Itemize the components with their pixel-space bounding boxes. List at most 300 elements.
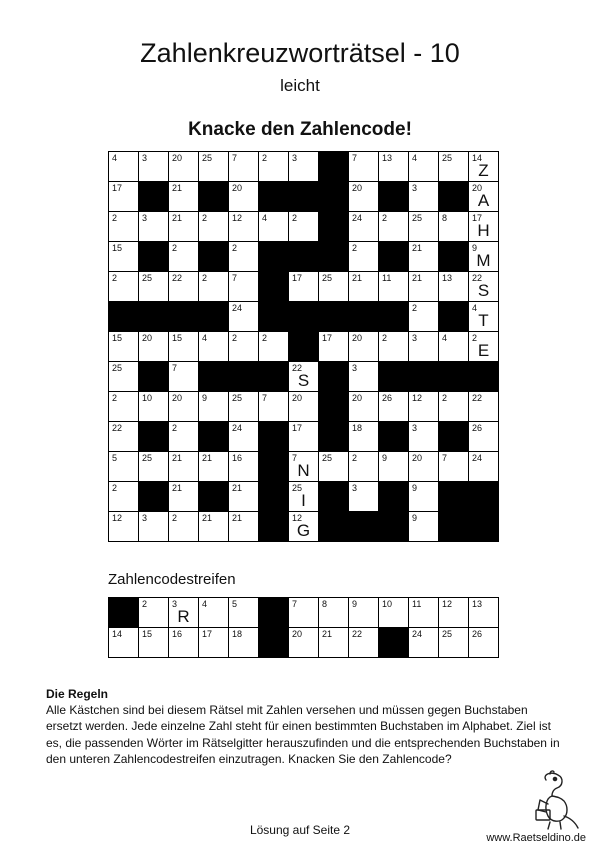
grid-cell[interactable]	[379, 452, 409, 482]
strip-cell[interactable]	[319, 598, 349, 628]
grid-black-cell	[319, 152, 349, 182]
cell-number: 20	[232, 183, 243, 193]
cell-number: 25	[442, 629, 453, 639]
cell-number: 5	[112, 453, 118, 463]
grid-cell[interactable]	[169, 452, 199, 482]
dinosaur-mascot-icon	[528, 770, 580, 832]
grid-cell[interactable]	[139, 152, 169, 182]
grid-black-cell	[469, 512, 499, 542]
grid-cell[interactable]	[409, 482, 439, 512]
grid-cell[interactable]	[409, 212, 439, 242]
grid-cell[interactable]	[379, 212, 409, 242]
grid-black-cell	[289, 332, 319, 362]
cell-number: 2	[352, 453, 358, 463]
cell-number: 26	[472, 423, 483, 433]
grid-cell[interactable]	[439, 272, 469, 302]
grid-black-cell	[469, 482, 499, 512]
cell-number: 2	[172, 243, 178, 253]
grid-black-cell	[199, 422, 229, 452]
cell-number: 25	[412, 213, 423, 223]
grid-cell[interactable]	[289, 422, 319, 452]
grid-black-cell	[139, 482, 169, 512]
grid-black-cell	[139, 422, 169, 452]
cell-number: 15	[172, 333, 183, 343]
cell-number: 24	[232, 303, 243, 313]
grid-black-cell	[379, 242, 409, 272]
grid-black-cell	[259, 182, 289, 212]
cell-number: 20	[292, 629, 303, 639]
cell-number: 17	[322, 333, 333, 343]
grid-cell[interactable]	[199, 272, 229, 302]
grid-black-cell	[259, 512, 289, 542]
cell-number: 21	[232, 513, 243, 523]
grid-cell[interactable]	[289, 212, 319, 242]
grid-cell[interactable]	[379, 332, 409, 362]
grid-cell[interactable]	[319, 332, 349, 362]
grid-cell[interactable]	[229, 452, 259, 482]
cell-number: 2	[142, 599, 148, 609]
website-link[interactable]: www.Raetseldino.de	[486, 832, 586, 844]
strip-cell[interactable]	[469, 598, 499, 628]
strip-cell[interactable]	[349, 628, 379, 658]
cell-number: 2	[112, 273, 118, 283]
grid-cell[interactable]	[169, 182, 199, 212]
rules-title: Die Regeln	[46, 687, 109, 701]
grid-cell[interactable]	[259, 152, 289, 182]
cell-number: 22	[472, 393, 483, 403]
grid-cell[interactable]	[469, 332, 499, 362]
grid-cell[interactable]	[439, 152, 469, 182]
grid-cell[interactable]	[349, 482, 379, 512]
strip-cell[interactable]	[439, 628, 469, 658]
cell-number: 22	[172, 273, 183, 283]
cell-number: 2	[412, 303, 418, 313]
grid-black-cell	[439, 362, 469, 392]
cell-number: 17	[112, 183, 123, 193]
cell-number: 17	[292, 423, 303, 433]
cell-number: 25	[142, 273, 153, 283]
strip-cell[interactable]	[349, 598, 379, 628]
grid-black-cell	[379, 482, 409, 512]
grid-cell[interactable]	[169, 212, 199, 242]
grid-black-cell	[379, 302, 409, 332]
grid-cell[interactable]	[139, 212, 169, 242]
grid-black-cell	[439, 422, 469, 452]
strip-cell[interactable]	[199, 628, 229, 658]
cell-number: 25	[322, 273, 333, 283]
grid-black-cell	[139, 302, 169, 332]
cell-number: 10	[142, 393, 153, 403]
grid-cell[interactable]	[199, 152, 229, 182]
grid-cell[interactable]	[169, 482, 199, 512]
grid-cell[interactable]	[109, 482, 139, 512]
strip-cell[interactable]	[319, 628, 349, 658]
cell-number: 22	[472, 273, 483, 283]
grid-cell[interactable]	[139, 512, 169, 542]
cell-number: 7	[292, 453, 298, 463]
cell-number: 9	[412, 483, 418, 493]
cell-number: 24	[412, 629, 423, 639]
cell-number: 3	[142, 513, 148, 523]
strip-cell[interactable]	[109, 628, 139, 658]
cell-number: 21	[232, 483, 243, 493]
grid-cell[interactable]	[289, 152, 319, 182]
strip-cell[interactable]	[199, 598, 229, 628]
grid-cell[interactable]	[139, 392, 169, 422]
grid-cell[interactable]	[289, 482, 319, 512]
grid-cell[interactable]	[349, 182, 379, 212]
grid-black-cell	[259, 452, 289, 482]
grid-black-cell	[169, 302, 199, 332]
grid-cell[interactable]	[469, 302, 499, 332]
grid-cell[interactable]	[109, 332, 139, 362]
grid-cell[interactable]	[349, 152, 379, 182]
grid-black-cell	[439, 482, 469, 512]
solution-note: Lösung auf Seite 2	[249, 823, 351, 837]
cell-number: 9	[202, 393, 208, 403]
grid-cell[interactable]	[409, 272, 439, 302]
grid-cell[interactable]	[409, 422, 439, 452]
grid-cell[interactable]	[109, 212, 139, 242]
grid-black-cell	[259, 302, 289, 332]
cell-number: 16	[172, 629, 183, 639]
cell-number: 2	[112, 483, 118, 493]
strip-cell[interactable]	[439, 598, 469, 628]
cell-number: 20	[352, 393, 363, 403]
grid-black-cell	[439, 512, 469, 542]
cell-number: 3	[292, 153, 298, 163]
grid-black-cell	[379, 422, 409, 452]
grid-cell[interactable]	[259, 332, 289, 362]
cell-number: 2	[112, 213, 118, 223]
cell-number: 7	[292, 599, 298, 609]
cell-letter: I	[301, 491, 306, 510]
grid-cell[interactable]	[409, 302, 439, 332]
grid-black-cell	[199, 302, 229, 332]
grid-cell[interactable]	[229, 272, 259, 302]
cell-letter: M	[476, 251, 491, 270]
grid-cell[interactable]	[469, 452, 499, 482]
grid-cell[interactable]	[109, 242, 139, 272]
grid-cell[interactable]	[169, 332, 199, 362]
cell-number: 22	[292, 363, 303, 373]
grid-black-cell	[319, 392, 349, 422]
grid-cell[interactable]	[409, 242, 439, 272]
cell-number: 20	[472, 183, 483, 193]
strip-cell[interactable]	[139, 628, 169, 658]
cell-number: 21	[172, 453, 183, 463]
cell-number: 25	[442, 153, 453, 163]
grid-cell[interactable]	[109, 452, 139, 482]
grid-cell[interactable]	[349, 422, 379, 452]
cell-number: 11	[382, 273, 392, 283]
cell-number: 16	[232, 453, 243, 463]
grid-cell[interactable]	[169, 392, 199, 422]
strip-cell[interactable]	[169, 598, 199, 628]
grid-cell[interactable]	[469, 422, 499, 452]
cell-number: 2	[172, 423, 178, 433]
cell-number: 2	[232, 333, 238, 343]
grid-cell[interactable]	[349, 272, 379, 302]
cell-number: 9	[412, 513, 418, 523]
grid-cell[interactable]	[439, 212, 469, 242]
cell-number: 2	[112, 393, 118, 403]
grid-black-cell	[139, 242, 169, 272]
cell-number: 21	[172, 213, 183, 223]
grid-cell[interactable]	[319, 452, 349, 482]
cell-number: 21	[412, 273, 423, 283]
grid-cell[interactable]	[349, 242, 379, 272]
grid-cell[interactable]	[199, 332, 229, 362]
grid-cell[interactable]	[349, 332, 379, 362]
cell-letter: T	[478, 311, 489, 330]
cell-number: 3	[142, 153, 148, 163]
grid-black-cell	[259, 362, 289, 392]
grid-black-cell	[289, 302, 319, 332]
cell-number: 7	[172, 363, 178, 373]
grid-cell[interactable]	[199, 392, 229, 422]
crossword-grid	[108, 151, 499, 542]
cell-number: 8	[442, 213, 448, 223]
grid-cell[interactable]	[109, 272, 139, 302]
grid-cell[interactable]	[109, 512, 139, 542]
grid-black-cell	[289, 182, 319, 212]
cell-number: 22	[352, 629, 363, 639]
cell-number: 3	[412, 423, 418, 433]
grid-cell[interactable]	[229, 512, 259, 542]
grid-cell[interactable]	[469, 272, 499, 302]
cell-number: 2	[352, 243, 358, 253]
cell-number: 8	[322, 599, 328, 609]
grid-cell[interactable]	[379, 152, 409, 182]
grid-cell[interactable]	[469, 242, 499, 272]
grid-cell[interactable]	[289, 362, 319, 392]
grid-black-cell	[199, 362, 229, 392]
grid-cell[interactable]	[469, 182, 499, 212]
cell-number: 2	[442, 393, 448, 403]
grid-cell[interactable]	[289, 272, 319, 302]
grid-cell[interactable]	[439, 392, 469, 422]
strip-cell[interactable]	[289, 598, 319, 628]
cell-letter: H	[477, 221, 490, 240]
grid-black-cell	[319, 182, 349, 212]
grid-cell[interactable]	[109, 362, 139, 392]
grid-cell[interactable]	[229, 482, 259, 512]
cell-letter: S	[477, 281, 490, 300]
grid-black-cell	[319, 422, 349, 452]
grid-black-cell	[259, 422, 289, 452]
grid-cell[interactable]	[199, 212, 229, 242]
strip-cell[interactable]	[289, 628, 319, 658]
cell-number: 20	[172, 393, 183, 403]
cell-number: 7	[442, 453, 448, 463]
grid-cell[interactable]	[409, 152, 439, 182]
grid-cell[interactable]	[199, 452, 229, 482]
cell-number: 12	[442, 599, 453, 609]
grid-black-cell	[349, 302, 379, 332]
cell-number: 2	[202, 213, 208, 223]
grid-black-cell	[439, 302, 469, 332]
grid-cell[interactable]	[139, 332, 169, 362]
cell-number: 4	[412, 153, 418, 163]
code-strip-title: Zahlencodestreifen	[108, 571, 236, 588]
cell-letter: G	[296, 521, 311, 540]
cell-letter: R	[177, 607, 190, 626]
cell-number: 21	[172, 483, 183, 493]
cell-number: 25	[232, 393, 243, 403]
cell-number: 25	[292, 483, 303, 493]
cell-number: 20	[352, 333, 363, 343]
cell-number: 14	[472, 153, 483, 163]
strip-cell[interactable]	[229, 598, 259, 628]
grid-cell[interactable]	[409, 332, 439, 362]
grid-cell[interactable]	[229, 182, 259, 212]
strip-cell[interactable]	[409, 628, 439, 658]
grid-black-cell	[289, 242, 319, 272]
grid-cell[interactable]	[409, 452, 439, 482]
grid-black-cell	[469, 362, 499, 392]
grid-black-cell	[319, 302, 349, 332]
cell-number: 3	[172, 599, 178, 609]
cell-number: 2	[262, 153, 268, 163]
strip-cell[interactable]	[229, 628, 259, 658]
cell-number: 20	[142, 333, 153, 343]
cell-number: 4	[202, 599, 208, 609]
grid-cell[interactable]	[109, 422, 139, 452]
grid-cell[interactable]	[169, 362, 199, 392]
cell-number: 11	[412, 599, 422, 609]
cell-number: 2	[292, 213, 298, 223]
cell-number: 2	[202, 273, 208, 283]
grid-cell[interactable]	[109, 152, 139, 182]
cell-number: 4	[112, 153, 118, 163]
grid-cell[interactable]	[469, 152, 499, 182]
grid-cell[interactable]	[289, 392, 319, 422]
grid-cell[interactable]	[229, 242, 259, 272]
grid-cell[interactable]	[109, 182, 139, 212]
cell-number: 20	[172, 153, 183, 163]
difficulty-label: leicht	[280, 76, 320, 95]
cell-letter: N	[297, 461, 310, 480]
grid-black-cell	[379, 182, 409, 212]
grid-cell[interactable]	[379, 392, 409, 422]
cell-number: 3	[412, 333, 418, 343]
grid-black-cell	[139, 182, 169, 212]
cell-number: 2	[232, 243, 238, 253]
strip-cell[interactable]	[379, 598, 409, 628]
cell-number: 9	[382, 453, 388, 463]
grid-cell[interactable]	[169, 512, 199, 542]
grid-cell[interactable]	[229, 302, 259, 332]
cell-number: 7	[262, 393, 268, 403]
grid-cell[interactable]	[169, 422, 199, 452]
grid-cell[interactable]	[229, 212, 259, 242]
grid-cell[interactable]	[169, 242, 199, 272]
cell-number: 7	[232, 273, 238, 283]
grid-cell[interactable]	[349, 362, 379, 392]
cell-number: 2	[262, 333, 268, 343]
cell-number: 12	[292, 513, 303, 523]
cell-number: 2	[382, 333, 388, 343]
grid-cell[interactable]	[289, 512, 319, 542]
grid-black-cell	[319, 482, 349, 512]
grid-cell[interactable]	[409, 512, 439, 542]
cell-number: 12	[232, 213, 243, 223]
grid-cell[interactable]	[349, 212, 379, 242]
cell-number: 15	[112, 333, 123, 343]
cell-number: 20	[412, 453, 423, 463]
grid-cell[interactable]	[439, 452, 469, 482]
grid-cell[interactable]	[229, 332, 259, 362]
grid-cell[interactable]	[409, 182, 439, 212]
cell-number: 5	[232, 599, 238, 609]
puzzle-heading: Knacke den Zahlencode!	[188, 119, 412, 140]
cell-number: 13	[442, 273, 453, 283]
strip-cell[interactable]	[469, 628, 499, 658]
grid-cell[interactable]	[349, 392, 379, 422]
grid-black-cell	[199, 482, 229, 512]
rules-text: Alle Kästchen sind bei diesem Rätsel mit Zahlen versehen und müssen gegen Buchstaben ersetzt werden. Jede einzelne Zahl steht für einen bestimmten Buchstaben im Alphabet. Ziel ist es, die passenden Wörter im Rätselgitter herauszufinden und die entsprechenden Buchstaben in den unteren Zahlencodestreifen einzutragen. Knacken Sie den Zahlencode?	[46, 703, 560, 766]
code-strip	[108, 597, 499, 658]
strip-black-cell	[109, 598, 139, 628]
grid-cell[interactable]	[259, 392, 289, 422]
cell-number: 13	[382, 153, 393, 163]
grid-cell[interactable]	[229, 152, 259, 182]
grid-black-cell	[109, 302, 139, 332]
strip-cell[interactable]	[169, 628, 199, 658]
cell-number: 10	[382, 599, 393, 609]
cell-number: 3	[352, 363, 358, 373]
cell-number: 18	[232, 629, 243, 639]
strip-cell[interactable]	[409, 598, 439, 628]
grid-cell[interactable]	[139, 272, 169, 302]
grid-cell[interactable]	[109, 392, 139, 422]
grid-black-cell	[259, 482, 289, 512]
grid-black-cell	[349, 512, 379, 542]
strip-cell[interactable]	[139, 598, 169, 628]
grid-cell[interactable]	[469, 212, 499, 242]
grid-cell[interactable]	[229, 392, 259, 422]
grid-cell[interactable]	[199, 512, 229, 542]
grid-cell[interactable]	[229, 422, 259, 452]
cell-number: 14	[112, 629, 123, 639]
cell-number: 4	[472, 303, 478, 313]
cell-number: 2	[382, 213, 388, 223]
strip-black-cell	[259, 598, 289, 628]
grid-cell[interactable]	[469, 392, 499, 422]
grid-cell[interactable]	[409, 392, 439, 422]
cell-number: 24	[232, 423, 243, 433]
grid-cell[interactable]	[349, 452, 379, 482]
grid-cell[interactable]	[169, 152, 199, 182]
grid-cell[interactable]	[139, 452, 169, 482]
grid-cell[interactable]	[169, 272, 199, 302]
grid-cell[interactable]	[259, 212, 289, 242]
cell-number: 21	[172, 183, 183, 193]
cell-number: 4	[262, 213, 268, 223]
cell-number: 24	[472, 453, 483, 463]
grid-cell[interactable]	[439, 332, 469, 362]
cell-number: 2	[472, 333, 478, 343]
grid-black-cell	[199, 242, 229, 272]
cell-number: 20	[352, 183, 363, 193]
cell-number: 25	[202, 153, 213, 163]
grid-cell[interactable]	[289, 452, 319, 482]
grid-cell[interactable]	[319, 272, 349, 302]
cell-number: 4	[202, 333, 208, 343]
cell-number: 21	[322, 629, 333, 639]
grid-cell[interactable]	[379, 272, 409, 302]
